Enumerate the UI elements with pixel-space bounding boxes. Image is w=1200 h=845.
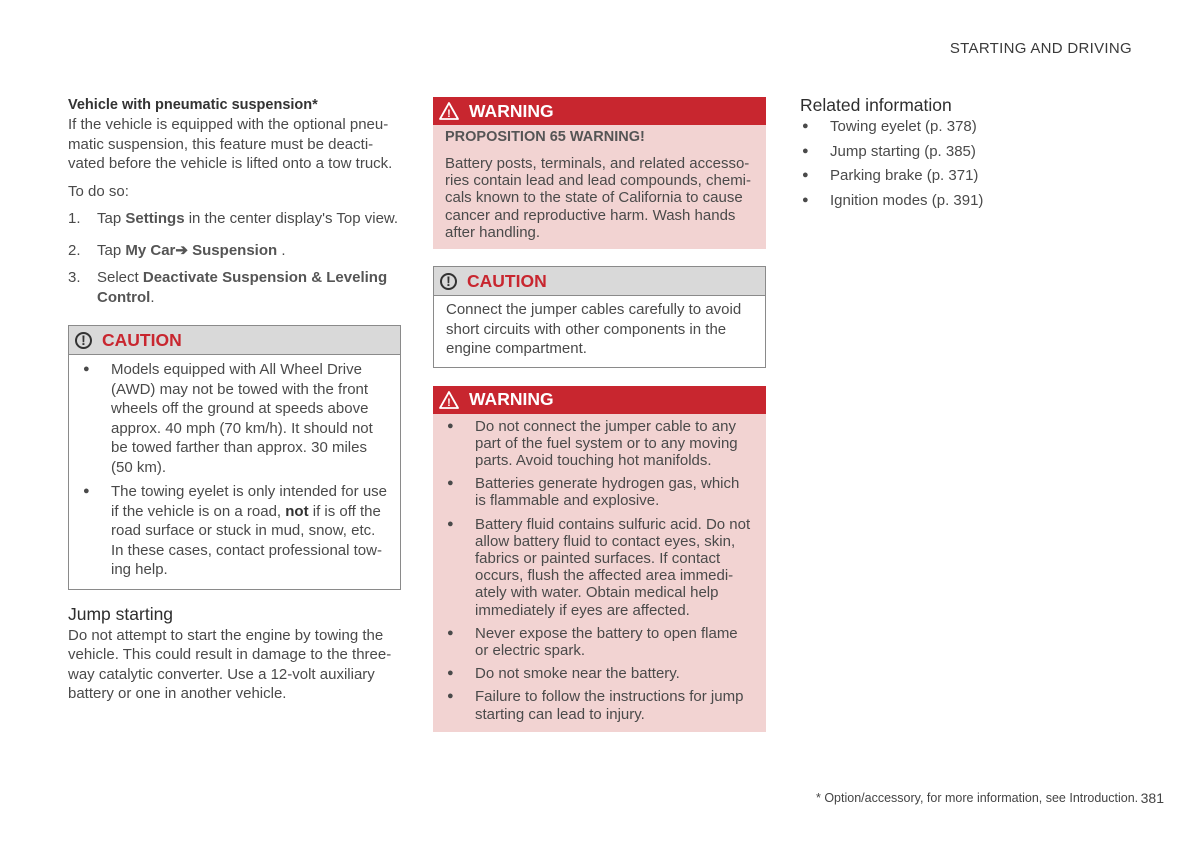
footnote: * Option/accessory, for more information, see Introduction.	[816, 791, 1139, 805]
suspension-label: Suspension	[192, 241, 278, 259]
list-item	[81, 360, 388, 477]
link-text[interactable]: Parking brake (p. 371)	[830, 167, 979, 184]
caution-body	[69, 355, 400, 589]
bullet-icon: ●	[447, 626, 454, 639]
item-post: if is off the road surface or stuck in mud, snow, etc. In these cases, contact professional tow-ing help.	[111, 502, 382, 578]
warning-triangle-icon	[439, 102, 459, 120]
list-item	[81, 482, 388, 580]
item-pre: The towing eyelet is only intended for use if the vehicle is on a road,	[111, 483, 387, 520]
caution-title: CAUTION	[102, 329, 182, 350]
item-text: Do not connect the jumper cable to any part of the fuel system or to any moving parts. Avoid touching hot manifolds.	[475, 417, 738, 469]
step-number: 2.	[68, 241, 81, 259]
step-number: 1.	[68, 210, 81, 227]
item-text: Models equipped with All Wheel Drive (AWD) may not be towed with the front wheels off the ground at speeds above approx. 40 mph (70 km/h). It should not be towed farther than approx. 30 miles (50 km).	[111, 361, 373, 476]
warning-triangle-icon	[439, 391, 459, 409]
proposition-65-title: PROPOSITION 65 WARNING!	[445, 129, 645, 145]
todo-paragraph: To do so:	[68, 182, 129, 200]
bullet-icon: ●	[447, 419, 454, 432]
item-text: Never expose the battery to open flame or electric spark.	[475, 624, 738, 659]
step-post: in the center display's Top view.	[184, 210, 399, 227]
step-pre: Tap	[97, 241, 126, 259]
bullet-icon: ●	[447, 477, 454, 490]
warning-icon-glyph: !	[447, 108, 451, 120]
subheading-pneumatic: Vehicle with pneumatic suspension*	[68, 97, 318, 113]
jump-starting-heading: Jump starting	[68, 603, 174, 624]
column-left	[68, 97, 401, 712]
step-post: .	[277, 241, 286, 259]
list-item	[445, 688, 754, 722]
item-text	[111, 482, 388, 580]
step-3	[68, 268, 401, 307]
step-text	[97, 268, 401, 307]
link-text[interactable]: Ignition modes (p. 391)	[830, 191, 984, 209]
link-text[interactable]: Jump starting (p. 385)	[830, 142, 976, 160]
exclamation-circle-icon: !	[440, 273, 457, 290]
step-1	[68, 209, 401, 229]
list-item	[445, 516, 754, 619]
item-text: Failure to follow the instructions for jump starting can lead to injury.	[475, 688, 744, 723]
list-item	[445, 418, 754, 470]
step-pre: Select	[97, 269, 143, 286]
related-info-heading: Related information	[800, 95, 952, 115]
link-text[interactable]: Towing eyelet (p. 378)	[830, 118, 977, 135]
step-post: .	[150, 288, 155, 306]
related-link-jump-starting[interactable]	[800, 142, 1160, 162]
related-links-list	[800, 117, 1160, 210]
item-text: Batteries generate hydrogen gas, which is flammable and explosive.	[475, 475, 740, 510]
caution-box-towing	[68, 325, 401, 590]
my-car-label: My Car	[125, 241, 176, 259]
step-2	[68, 241, 401, 261]
warning-icon-glyph: !	[447, 396, 451, 409]
warning-box-battery	[433, 386, 766, 732]
column-middle	[433, 97, 766, 732]
list-item	[445, 665, 754, 682]
deactivate-label: Deactivate Suspension & Leveling Control	[97, 269, 388, 306]
bullet-icon: ●	[802, 193, 809, 206]
warning-title: WARNING	[469, 100, 554, 121]
caution-box-cables	[433, 266, 766, 368]
bullet-icon: ●	[83, 485, 90, 497]
related-link-ignition-modes[interactable]	[800, 191, 1160, 211]
warning-title: WARNING	[469, 389, 554, 410]
warning-header	[433, 386, 766, 414]
column-right	[800, 95, 1160, 215]
jump-starting-text: Do not attempt to start the engine by towing the vehicle. This could result in damage to the three-way catalytic converter. Use a 12-volt auxiliary battery or one in another vehicle.	[68, 626, 392, 702]
caution-header	[69, 326, 400, 355]
intro-paragraph: If the vehicle is equipped with the optional pneu-matic suspension, this feature must be deacti-vated before the vehicle is lifted onto a tow truck.	[68, 116, 393, 172]
step-pre: Tap	[97, 210, 126, 227]
caution-list	[81, 360, 388, 580]
related-link-towing-eyelet[interactable]	[800, 117, 1160, 137]
warning-box-prop65	[433, 97, 766, 249]
warning-list	[445, 418, 754, 723]
warning-body	[433, 414, 766, 732]
step-text	[97, 241, 286, 261]
proposition-65-text: Battery posts, terminals, and related accesso-ries contain lead and lead compounds, chemi-cals known to the state of California to cause cancer and reproductive harm. Wash hands after handling.	[445, 155, 752, 241]
arrow-right-icon: ➔	[175, 241, 188, 259]
related-link-parking-brake[interactable]	[800, 166, 1160, 186]
exclamation-circle-icon: !	[75, 332, 92, 349]
bullet-icon: ●	[447, 690, 454, 703]
page-number: 381	[1140, 790, 1164, 806]
bullet-icon: ●	[802, 144, 809, 157]
list-item	[445, 475, 754, 509]
bullet-icon: ●	[83, 363, 90, 375]
caution-body	[434, 296, 765, 367]
warning-body	[433, 125, 766, 249]
settings-label: Settings	[125, 210, 185, 227]
item-text: Do not smoke near the battery.	[475, 665, 680, 683]
item-text: Battery fluid contains sulfuric acid. Do not allow battery fluid to contact eyes, skin, fabrics or painted surfaces. If contact occurs, flush the affected area immedi-ately with water. Obtain medical help immediately if eyes are affected.	[475, 515, 751, 619]
section-header: STARTING AND DRIVING	[949, 40, 1132, 57]
list-item	[445, 625, 754, 659]
caution-header	[434, 267, 765, 296]
steps-list	[68, 209, 401, 307]
bullet-icon: ●	[447, 667, 454, 680]
bullet-icon: ●	[802, 169, 809, 181]
step-number: 3.	[68, 269, 81, 286]
bullet-icon: ●	[447, 517, 454, 530]
caution-text: Connect the jumper cables carefully to avoid short circuits with other components in the engine compartment.	[446, 301, 742, 358]
warning-header	[433, 97, 766, 125]
bullet-icon: ●	[802, 120, 809, 132]
step-text	[97, 209, 398, 229]
caution-title: CAUTION	[467, 270, 547, 291]
item-bold: not	[285, 502, 309, 520]
